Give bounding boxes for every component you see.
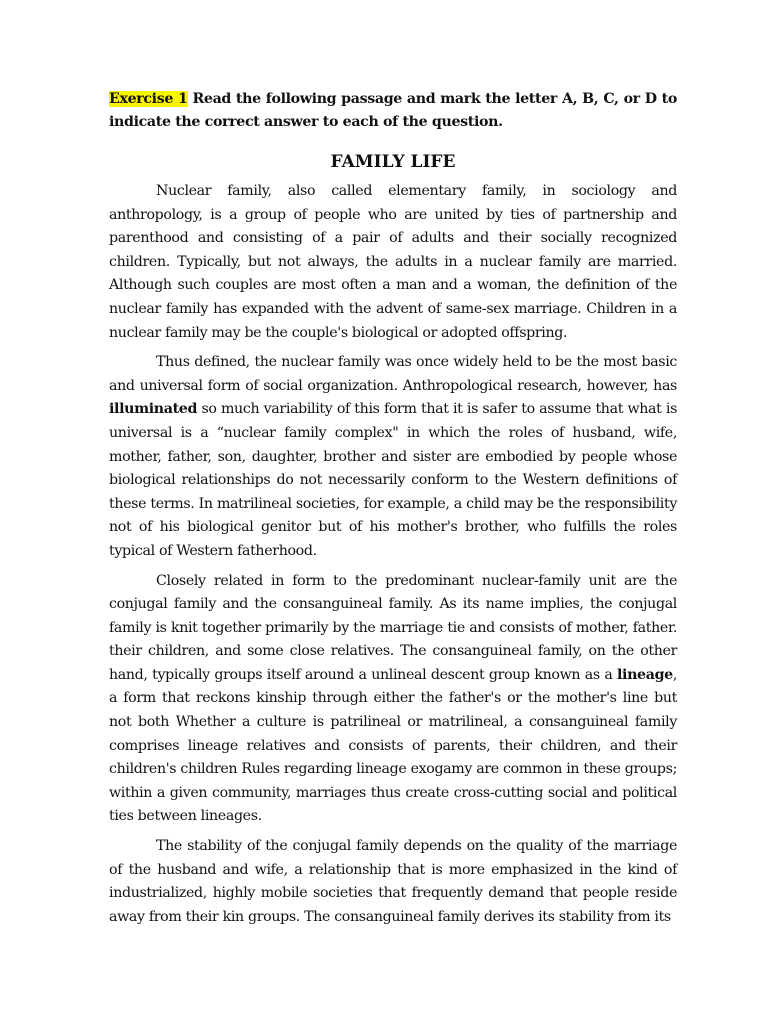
paragraph-3-text-a: Closely related in form to the predominant nuclear-family unit are the conjugal family and the consanguineal family. As its name implies, the conjugal family is knit together primarily by the marriage tie and consists of mother, father. their children, and some close relatives. The consanguineal family, on the other hand, typically groups itself around a unlineal descent group known as a	[109, 572, 677, 683]
paragraph-1: Nuclear family, also called elementary family, in sociology and anthropology, is a group of people who are united by ties of partnership and parenthood and consisting of a pair of adults and their socially recognized children. Typically, but not always, the adults in a nuclear family are married. Although such couples are most often a man and a woman, the definition of the nuclear family has expanded with the advent of same-sex marriage. Children in a nuclear family may be the couple's biological or adopted offspring.	[109, 183, 677, 341]
exercise-instruction	[109, 88, 677, 133]
term-lineage: lineage	[617, 666, 673, 683]
passage-title: FAMILY LIFE	[330, 152, 456, 172]
paragraph-3	[109, 570, 677, 830]
exercise-label: Exercise 1	[109, 91, 188, 107]
paragraph-3-text-b: , a form that reckons kinship through either the father's or the mother's line but not both Whether a culture is patrilineal or matrilineal, a consanguineal family comprises lineage relatives and consists of parents, their children, and their children's children Rules regarding lineage exogamy are common in these groups; within a given community, marriages thus create cross-cutting social and political ties between lineages.	[109, 666, 677, 825]
paragraph-2-text-a: Thus defined, the nuclear family was once widely held to be the most basic and universal form of social organization. Anthropological research, however, has	[109, 354, 677, 394]
instruction-text: Read the following passage and mark the letter A, B, C, or D to indicate the correct answer to each of the question.	[109, 91, 677, 130]
paragraph-2-text-b: so much variability of this form that it is safer to assume that what is universal is a “nuclear family complex" in which the roles of husband, wife, mother, father, son, daughter, brother and sister are embodied by people whose biological relationships do not necessarily conform to the Western definitions of these terms. In matrilineal societies, for example, a child may be the responsibility not of his biological genitor but of his mother's brother, who fulfills the roles typical of Western fatherhood.	[109, 401, 677, 559]
term-illuminated: illuminated	[109, 401, 198, 418]
paragraph-2	[109, 351, 677, 563]
paragraph-4: The stability of the conjugal family depends on the quality of the marriage of the husband and wife, a relationship that is more emphasized in the kind of industrialized, highly mobile societies that frequently demand that people reside away from their kin groups. The consanguineal family derives its stability from its	[109, 838, 677, 925]
